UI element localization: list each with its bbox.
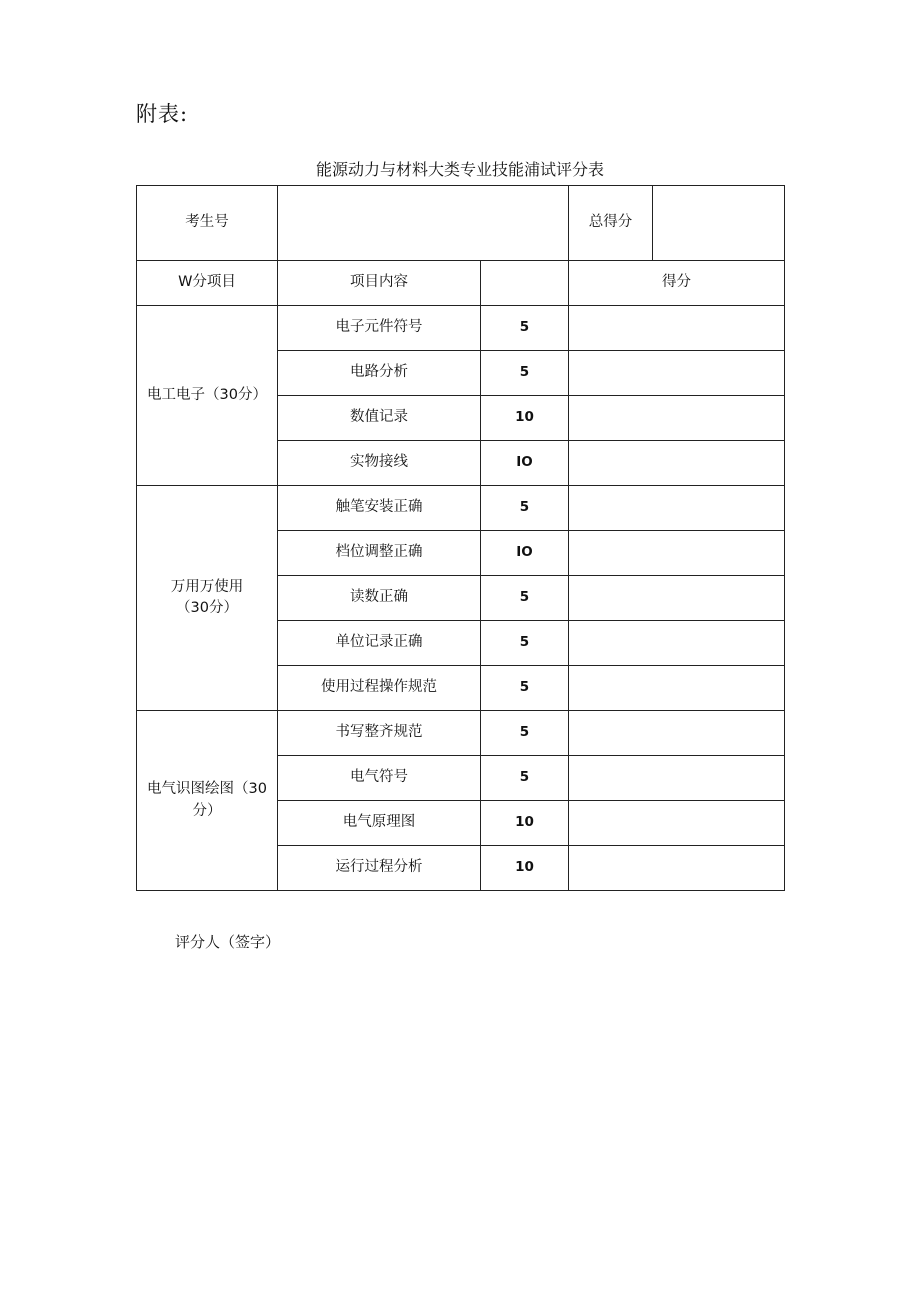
- column-header-row: [137, 261, 785, 306]
- item-points: 5: [481, 306, 569, 351]
- group-name: 万用万使用: [170, 578, 244, 595]
- item-score-field[interactable]: [569, 666, 785, 711]
- item-content: 读数正确: [278, 576, 481, 621]
- item-content: 电子元件符号: [278, 306, 481, 351]
- item-points: 5: [481, 621, 569, 666]
- table-row: [137, 306, 785, 351]
- column-header-content: 项目内容: [278, 261, 481, 306]
- item-score-field[interactable]: [569, 441, 785, 486]
- group-label: [137, 711, 278, 891]
- scorer-signature-label: 评分人（签字）: [175, 933, 281, 951]
- item-content: 书写整齐规范: [278, 711, 481, 756]
- item-points: IO: [481, 441, 569, 486]
- item-content: 电气符号: [278, 756, 481, 801]
- attachment-label: 附表:: [136, 102, 189, 126]
- total-score-label: 总得分: [569, 186, 653, 261]
- item-points: 10: [481, 801, 569, 846]
- header-row-candidate: [137, 186, 785, 261]
- item-points: 5: [481, 666, 569, 711]
- total-score-field[interactable]: [653, 186, 785, 261]
- group-name: 电气识图绘图（30: [147, 781, 267, 798]
- item-content: 数值记录: [278, 396, 481, 441]
- item-points: 5: [481, 486, 569, 531]
- item-content: 电路分析: [278, 351, 481, 396]
- item-content: 档位调整正确: [278, 531, 481, 576]
- group-name-line2: （30分）: [176, 600, 238, 616]
- item-points: 5: [481, 756, 569, 801]
- item-points: 10: [481, 846, 569, 891]
- group-name-line2: 分）: [192, 802, 222, 819]
- item-score-field[interactable]: [569, 396, 785, 441]
- item-content: 触笔安装正确: [278, 486, 481, 531]
- item-score-field[interactable]: [569, 531, 785, 576]
- item-score-field[interactable]: [569, 351, 785, 396]
- item-points: 10: [481, 396, 569, 441]
- group-label: [137, 306, 278, 486]
- column-header-category: W分项目: [137, 261, 278, 306]
- item-content: 单位记录正确: [278, 621, 481, 666]
- item-score-field[interactable]: [569, 711, 785, 756]
- item-points: 5: [481, 711, 569, 756]
- item-score-field[interactable]: [569, 801, 785, 846]
- column-header-score: 得分: [569, 261, 785, 306]
- table-title: 能源动力与材料大类专业技能浦试评分表: [315, 160, 604, 179]
- table-row: [137, 711, 785, 756]
- item-score-field[interactable]: [569, 846, 785, 891]
- item-score-field[interactable]: [569, 756, 785, 801]
- item-points: 5: [481, 351, 569, 396]
- group-name: 电工电子（30分）: [147, 386, 267, 403]
- item-content: 使用过程操作规范: [278, 666, 481, 711]
- item-content: 运行过程分析: [278, 846, 481, 891]
- item-content: 实物接线: [278, 441, 481, 486]
- candidate-no-field[interactable]: [278, 186, 569, 261]
- item-score-field[interactable]: [569, 621, 785, 666]
- table-row: [137, 486, 785, 531]
- candidate-no-label: 考生号: [137, 186, 278, 261]
- item-points: IO: [481, 531, 569, 576]
- column-header-points: [481, 261, 569, 306]
- group-label: [137, 486, 278, 711]
- item-score-field[interactable]: [569, 486, 785, 531]
- score-table: [136, 185, 785, 891]
- item-score-field[interactable]: [569, 576, 785, 621]
- item-points: 5: [481, 576, 569, 621]
- item-content: 电气原理图: [278, 801, 481, 846]
- item-score-field[interactable]: [569, 306, 785, 351]
